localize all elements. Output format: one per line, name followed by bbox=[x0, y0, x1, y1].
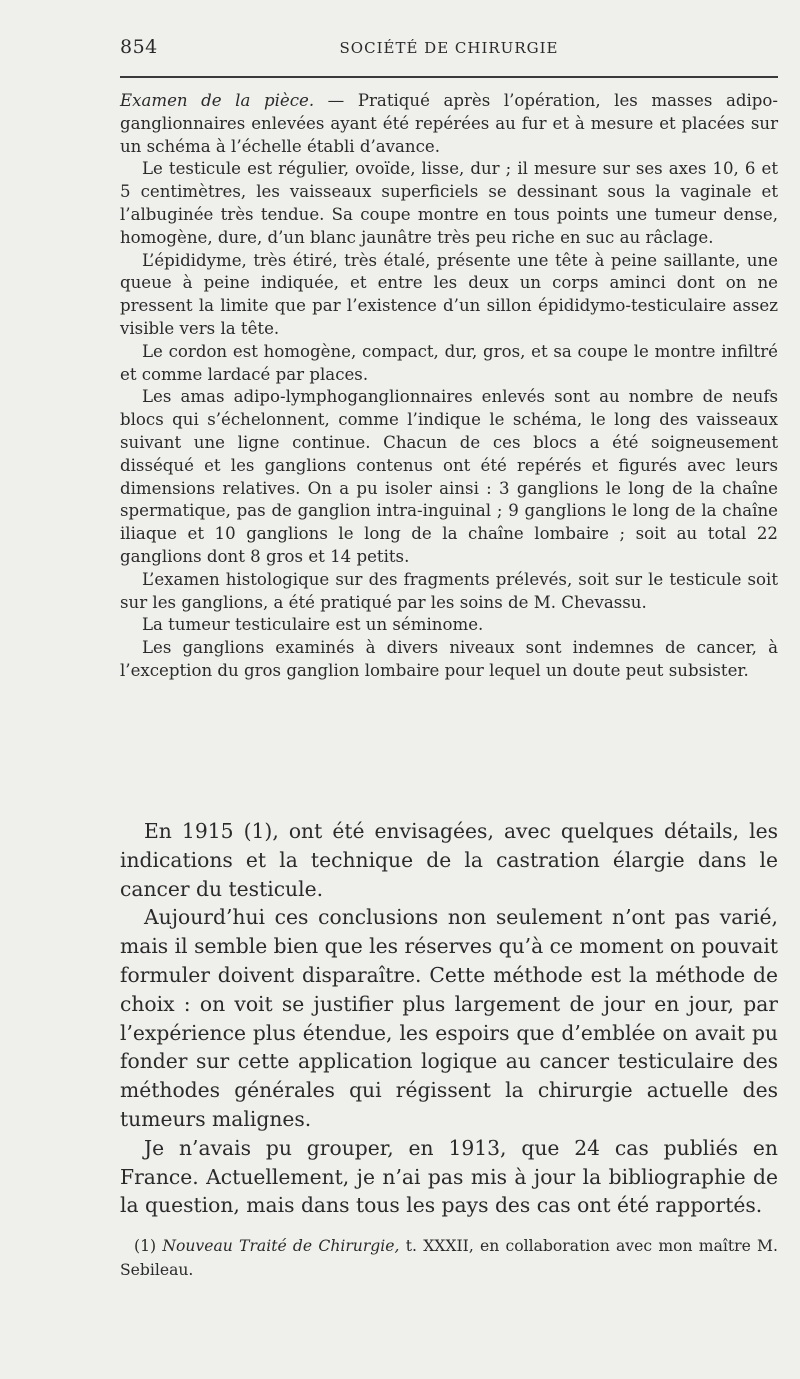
page-number: 854 bbox=[120, 36, 158, 58]
footnote-text: t. XXXII, en collaboration avec mon maître M. Sebileau. bbox=[120, 1237, 778, 1279]
paragraph-ganglia-result: Les ganglions examinés à divers niveaux sont indemnes de cancer, à l’exception du gros ganglion lombaire pour lequel un doute peut subsister. bbox=[120, 638, 778, 680]
paragraph-cord: Le cordon est homogène, compact, dur, gros, et sa coupe le montre infiltré et comme lardacé par places. bbox=[120, 341, 778, 384]
paragraph-testicle: Le testicule est régulier, ovoïde, lisse, dur ; il mesure sur ses axes 10, 6 et 5 centimètres, les vaisseaux superficiels se dessinant sous la vaginale et l’albuginée très tendue. Sa coupe montre en tous points une tumeur dense, homogène, dure, d’un blanc jaunâtre très peu riche en suc au râclage. bbox=[120, 159, 778, 247]
paragraph-seminoma: La tumeur testiculaire est un séminome. bbox=[142, 615, 484, 635]
header-rule bbox=[120, 76, 778, 78]
main-paragraph-1915: En 1915 (1), ont été envisagées, avec quelques détails, les indications et la technique de la castration élargie dans le cancer du testicule. bbox=[120, 819, 778, 901]
specimen-examination-section bbox=[120, 90, 778, 683]
exam-intro-text: — Pratiqué après l’opération, les masses adipo-ganglionnaires enlevées ayant été repérées au fur et à mesure et placées sur un schéma à l’échelle établi d’avance. bbox=[120, 91, 778, 156]
paragraph-lymph-nodes: Les amas adipo-lymphoganglionnaires enlevés sont au nombre de neufs blocs qui s’échelonnent, comme l’indique le schéma, le long des vaisseaux suivant une ligne continue. Chacun de ces blocs a été soigneusement disséqué et les ganglions contenus ont été repérés et figurés avec leurs dimensions relatives. On a pu isoler ainsi : 3 ganglions le long de la chaîne spermatique, pas de ganglion intra-inguinal ; 9 ganglions le long de la chaîne iliaque et 10 ganglions le long de la chaîne lombaire ; soit au total 22 ganglions dont 8 gros et 14 petits. bbox=[120, 387, 778, 566]
paragraph-histology: L’examen histologique sur des fragments prélevés, soit sur le testicule soit sur les ganglions, a été pratiqué par les soins de M. Chevassu. bbox=[120, 569, 778, 612]
exam-intro-paragraph bbox=[120, 90, 778, 158]
main-paragraph-1913: Je n’avais pu grouper, en 1913, que 24 cas publiés en France. Actuellement, je n’ai pas mis à jour la bibliographie de la question, mais dans tous les pays des cas ont été rapportés. bbox=[120, 1135, 778, 1218]
footnote bbox=[120, 1234, 778, 1282]
footnote-marker: (1) bbox=[134, 1237, 163, 1255]
paragraph-epididymis: L’épididyme, très étiré, très étalé, présente une tête à peine saillante, une queue à peine indiquée, et entre les deux un corps aminci dont on ne pressent la limite que par l’existence d’un sillon épididymo-testiculaire assez visible vers la tête. bbox=[120, 250, 778, 338]
running-title: SOCIÉTÉ DE CHIRURGIE bbox=[339, 39, 559, 57]
page-header bbox=[120, 36, 778, 60]
main-paragraph-conclusions: Aujourd’hui ces conclusions non seulement n’ont pas varié, mais il semble bien que les réserves qu’à ce moment on pouvait formuler doivent disparaître. Cette méthode est la méthode de choix : on voit se justifier plus largement de jour en jour, par l’expérience plus étendue, les espoirs que d’emblée on avait pu fonder sur cette application logique au cancer testiculaire des méthodes générales qui régissent la chirurgie actuelle des tumeurs malignes. bbox=[120, 905, 778, 1131]
exam-label: Examen de la pièce. bbox=[120, 91, 315, 110]
footnote-title: Nouveau Traité de Chirurgie, bbox=[162, 1237, 400, 1255]
main-text-section bbox=[120, 817, 778, 1220]
